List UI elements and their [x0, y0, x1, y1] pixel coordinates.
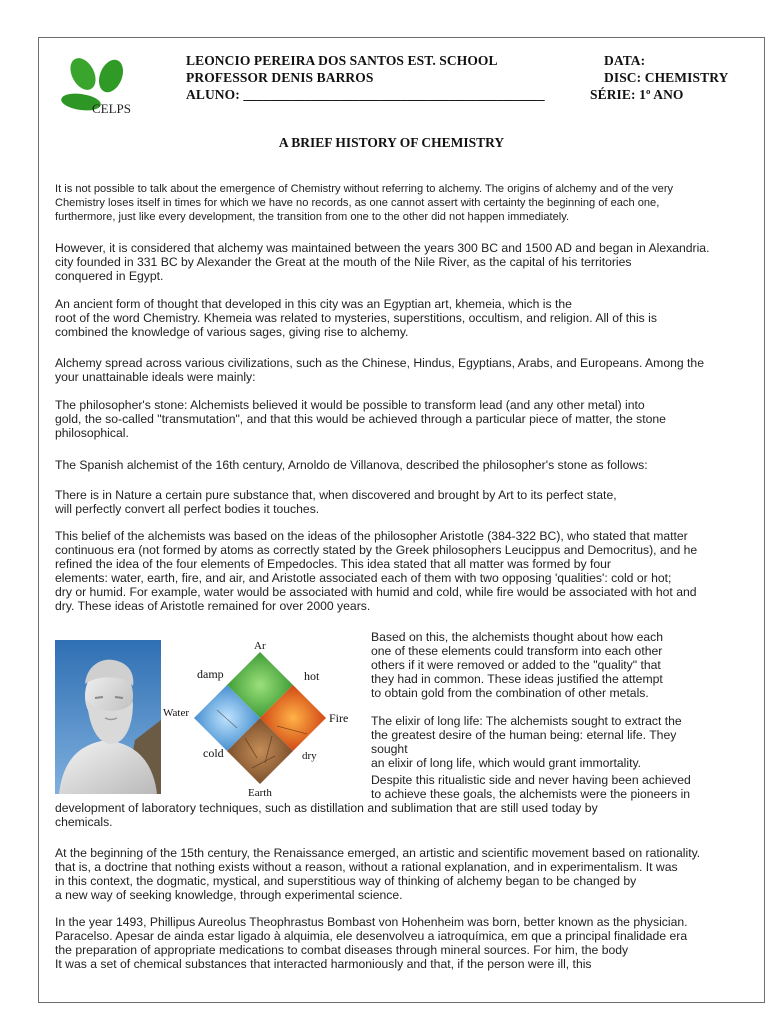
celps-logo — [55, 50, 173, 118]
label-earth: Earth — [248, 787, 272, 798]
paragraph-laboratory: to achieve these goals, the alchemists were the pioneers in development of laboratory techniques, such as distillation and sublimation that are still used today by chemicals. — [55, 787, 691, 829]
paragraph-alchemy-spread: Alchemy spread across various civilizations, such as the Chinese, Hindus, Egyptians, Arabs, and Europeans. Among the your unattainable ideals were mainly: — [55, 356, 704, 384]
paragraph-khemeia: An ancient form of thought that developed in this city was an Egyptian art, khemeia, which is the root of the word Chemistry. Khemeia was related to mysteries, superstitions, occultism, and religion. All of this is combined the knowledge of various sages, giving rise to alchemy. — [55, 297, 657, 339]
paragraph-philosophers-stone: The philosopher's stone: Alchemists believed it would be possible to transform lead (and any other metal) into gold, the so-called "transmutation", and that this would be achieved through a particular piece of matter, the stone philosophical. — [55, 398, 666, 440]
label-dry: dry — [302, 750, 317, 762]
label-fire: Fire — [329, 711, 349, 725]
paragraph-renaissance: At the beginning of the 15th century, the Renaissance emerged, an artistic and scientific movement based on rationality. that is, a doctrine that nothing exists without a reason, without a rational explanation, and in experimentalism. It was in this context, the dogmatic, mystical, and superstitious way of thinking of alchemy began to be changed by a new way of seeking knowledge, through experimental science. — [55, 846, 701, 902]
school-name: LEONCIO PEREIRA DOS SANTOS EST. SCHOOL — [186, 53, 498, 68]
discipline-label: DISC: CHEMISTRY — [604, 70, 729, 85]
paragraph-aristotle: This belief of the alchemists was based on the ideas of the philosopher Aristotle (384-322 BC), who stated that matter continuous era (not formed by atoms as correctly stated by the Greek philosophers Leucippus and Democritus), and he refined the idea of the four elements of Empedocles. This idea stated that all matter was formed by four elements: water, earth, fire, and air, and Aristotle associated each of them with two opposing 'qualities': cold or hot; dry or humid. For example, water would be associated with humid and cold, while fire would be associated with hot and dry. These ideas of Aristotle remained for over 2000 years. — [55, 529, 698, 613]
paragraph-intro: It is not possible to talk about the emergence of Chemistry without referring to alchemy. The origins of alchemy and of the very Chemistry loses itself in times for which we have no records, as one cannot assert with certainty the beginning of each one, furthermore, just like every development, the transition from one to the other did not happen immediately. — [55, 183, 674, 224]
worksheet-page — [38, 37, 765, 1003]
grade-label: SÉRIE: 1º ANO — [590, 87, 684, 102]
paragraph-quote: There is in Nature a certain pure substance that, when discovered and brought by Art to its perfect state, will perfectly convert all perfect bodies it touches. — [55, 488, 617, 516]
label-hot: hot — [304, 669, 320, 683]
student-name-field: ALUNO: ____________________________________________ — [186, 87, 545, 102]
aristotle-statue-image — [55, 640, 161, 794]
paragraph-villanova: The Spanish alchemist of the 16th century, Arnoldo de Villanova, described the philosopher's stone as follows: — [55, 458, 648, 472]
label-cold: cold — [203, 746, 224, 760]
professor-name: PROFESSOR DENIS BARROS — [186, 70, 374, 85]
paragraph-alexandria: However, it is considered that alchemy was maintained between the years 300 BC and 1500 AD and began in Alexandria. city founded in 331 BC by Alexander the Great at the mouth of the Nile River, as the capital of his territories conquered in Egypt. — [55, 241, 710, 283]
paragraph-paracelsus: In the year 1493, Phillipus Aureolus Theophrastus Bombast von Hohenheim was born, better known as the physician. Paracelso. Apesar de ainda estar ligado à alquimia, ele desenvolveu a iatroquímica, em que a principal finalidade era the preparation of appropriate medications to combat diseases through mineral sources. For him, the body It was a set of chemical substances that interacted harmoniously and that, if the person were ill, this — [55, 915, 688, 971]
four-elements-diagram — [157, 638, 357, 798]
label-air: Ar — [254, 640, 266, 652]
date-label: DATA: — [604, 53, 646, 68]
paragraph-despite: Despite this ritualistic side and never having been achieved — [371, 773, 691, 787]
logo-leaf-left — [65, 54, 100, 94]
paragraph-transformation: Based on this, the alchemists thought about how each one of these elements could transform into each other others if it were removed or added to the "quality" that they had in common. These ideas justified the attempt to obtain gold from the combination of other metals. — [371, 630, 664, 700]
logo-leaf-right — [94, 56, 127, 96]
label-water: Water — [163, 707, 189, 719]
paragraph-elixir: The elixir of long life: The alchemists sought to extract the the greatest desire of the human being: eternal life. They sought an elixir of long life, which would grant immortality. — [371, 714, 682, 770]
document-title: A BRIEF HISTORY OF CHEMISTRY — [278, 135, 505, 150]
logo-text: CELPS — [92, 101, 132, 116]
label-damp: damp — [197, 667, 224, 681]
